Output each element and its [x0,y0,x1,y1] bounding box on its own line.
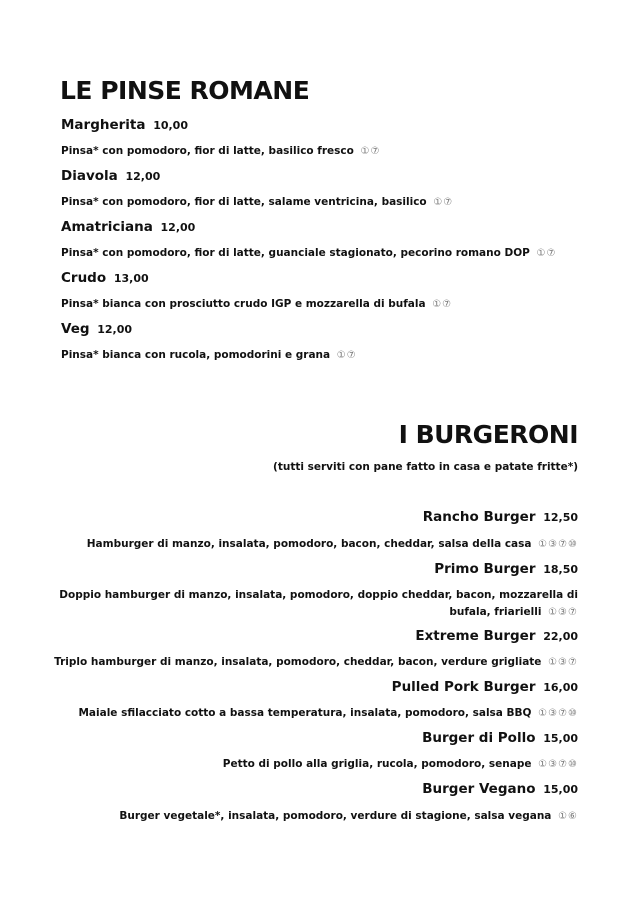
menu-item-description [61,245,556,262]
section-title-burgeroni: I BURGERONI [398,420,578,449]
item-name: Margherita [61,117,146,133]
menu-item-description [223,756,578,773]
menu-item-name [61,168,160,184]
menu-item-name [61,117,188,133]
menu-item-description [54,654,578,671]
item-name: Burger di Pollo [422,730,536,746]
allergen-icons: ①⑦ [536,248,557,259]
allergen-icons: ①⑦ [336,350,357,361]
menu-item-description [87,536,578,553]
item-price: 15,00 [543,783,578,796]
item-name: Pulled Pork Burger [391,679,536,695]
item-price: 12,00 [97,323,133,336]
item-price: 10,00 [153,119,188,132]
section-subtitle: (tutti serviti con pane fatto in casa e patate fritte*) [273,461,578,473]
item-price: 18,50 [543,563,578,576]
allergen-icons: ①③⑦ [548,657,578,668]
menu-item-name [422,730,578,746]
item-description: Burger vegetale*, insalata, pomodoro, verdure di stagione, salsa vegana [119,810,552,822]
menu-item-description [61,143,380,160]
item-description: Maiale sfilacciato cotto a bassa temperatura, insalata, pomodoro, salsa BBQ [78,707,532,719]
menu-item-description [61,347,357,364]
menu-item-name [61,270,149,286]
item-price: 12,50 [543,511,578,524]
item-name: Primo Burger [434,561,536,577]
item-price: 13,00 [113,272,149,285]
item-name: Extreme Burger [415,628,536,644]
menu-item-description [61,194,453,211]
item-price: 12,00 [160,221,196,234]
item-description: Pinsa* bianca con rucola, pomodorini e grana [61,349,331,361]
menu-item-name [434,561,578,577]
item-name: Crudo [61,270,107,286]
item-description: Pinsa* con pomodoro, fior di latte, guanciale stagionato, pecorino romano DOP [61,247,530,259]
menu-item-description [78,705,578,722]
section-title-pinse: LE PINSE ROMANE [60,76,310,105]
menu-item-name [422,781,578,797]
item-description: Doppio hamburger di manzo, insalata, pomodoro, doppio cheddar, bacon, mozzarella di bufala, friarielli [59,589,578,618]
allergen-icons: ①③⑦⑩ [538,708,578,719]
menu-item-description [119,808,578,825]
allergen-icons: ①⑦ [360,146,381,157]
menu-item-name [392,679,578,695]
allergen-icons: ①⑦ [433,197,454,208]
allergen-icons: ①⑦ [432,299,453,310]
item-price: 22,00 [543,630,578,643]
item-name: Burger Vegano [422,781,536,797]
item-price: 15,00 [543,732,578,745]
menu-item-name [423,509,578,525]
item-description: Pinsa* bianca con prosciutto crudo IGP e mozzarella di bufala [61,298,426,310]
item-name: Diavola [61,168,118,184]
item-description: Triplo hamburger di manzo, insalata, pomodoro, cheddar, bacon, verdure grigliate [54,656,542,668]
item-name: Rancho Burger [422,509,536,525]
item-description: Petto di pollo alla griglia, rucola, pomodoro, senape [222,758,532,770]
allergen-icons: ①③⑦⑩ [538,539,578,550]
menu-item-description [61,296,452,313]
menu-item-name [415,628,578,644]
item-description: Pinsa* con pomodoro, fior di latte, basilico fresco [61,145,354,157]
item-description: Pinsa* con pomodoro, fior di latte, salame ventricina, basilico [61,196,427,208]
menu-item-description [58,587,578,621]
allergen-icons: ①⑥ [558,811,578,822]
item-name: Veg [61,321,90,337]
item-description: Hamburger di manzo, insalata, pomodoro, bacon, cheddar, salsa della casa [86,538,532,550]
allergen-icons: ①③⑦⑩ [538,759,578,770]
item-price: 16,00 [543,681,578,694]
item-name: Amatriciana [61,219,153,235]
menu-item-name [61,321,132,337]
item-price: 12,00 [125,170,161,183]
menu-item-name [61,219,195,235]
allergen-icons: ①③⑦ [548,607,578,618]
